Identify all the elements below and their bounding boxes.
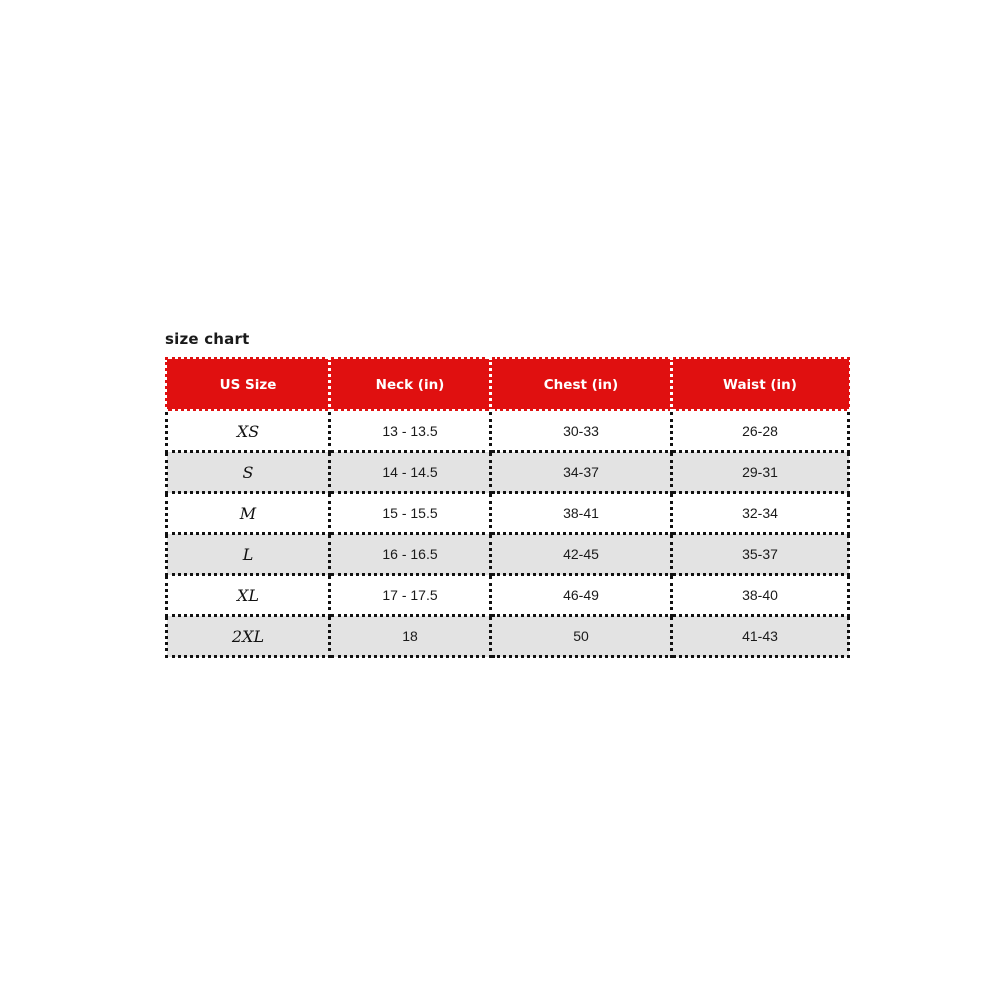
cell-neck: 14 - 14.5 [330, 452, 491, 493]
table-row [167, 616, 849, 657]
cell-us-size: XL [167, 575, 330, 616]
cell-waist: 29-31 [672, 452, 849, 493]
cell-chest: 42-45 [491, 534, 672, 575]
table-header-row [167, 359, 849, 411]
cell-chest: 46-49 [491, 575, 672, 616]
table-row [167, 493, 849, 534]
cell-waist: 41-43 [672, 616, 849, 657]
cell-waist: 26-28 [672, 411, 849, 452]
column-header-us-size: US Size [167, 359, 330, 411]
cell-chest: 30-33 [491, 411, 672, 452]
cell-chest: 38-41 [491, 493, 672, 534]
column-header-neck: Neck (in) [330, 359, 491, 411]
cell-us-size: XS [167, 411, 330, 452]
cell-chest: 50 [491, 616, 672, 657]
cell-neck: 13 - 13.5 [330, 411, 491, 452]
cell-us-size: 2XL [167, 616, 330, 657]
size-chart-table [165, 357, 850, 658]
table-row [167, 575, 849, 616]
table-body [167, 411, 849, 657]
table-header [167, 359, 849, 411]
cell-us-size: M [167, 493, 330, 534]
column-header-waist: Waist (in) [672, 359, 849, 411]
cell-waist: 32-34 [672, 493, 849, 534]
cell-neck: 15 - 15.5 [330, 493, 491, 534]
cell-us-size: S [167, 452, 330, 493]
cell-chest: 34-37 [491, 452, 672, 493]
table-row [167, 452, 849, 493]
cell-neck: 18 [330, 616, 491, 657]
cell-neck: 16 - 16.5 [330, 534, 491, 575]
cell-waist: 38-40 [672, 575, 849, 616]
cell-us-size: L [167, 534, 330, 575]
column-header-chest: Chest (in) [491, 359, 672, 411]
size-chart-container [165, 330, 835, 658]
table-row [167, 411, 849, 452]
page-title: size chart [165, 330, 250, 348]
cell-neck: 17 - 17.5 [330, 575, 491, 616]
table-row [167, 534, 849, 575]
cell-waist: 35-37 [672, 534, 849, 575]
